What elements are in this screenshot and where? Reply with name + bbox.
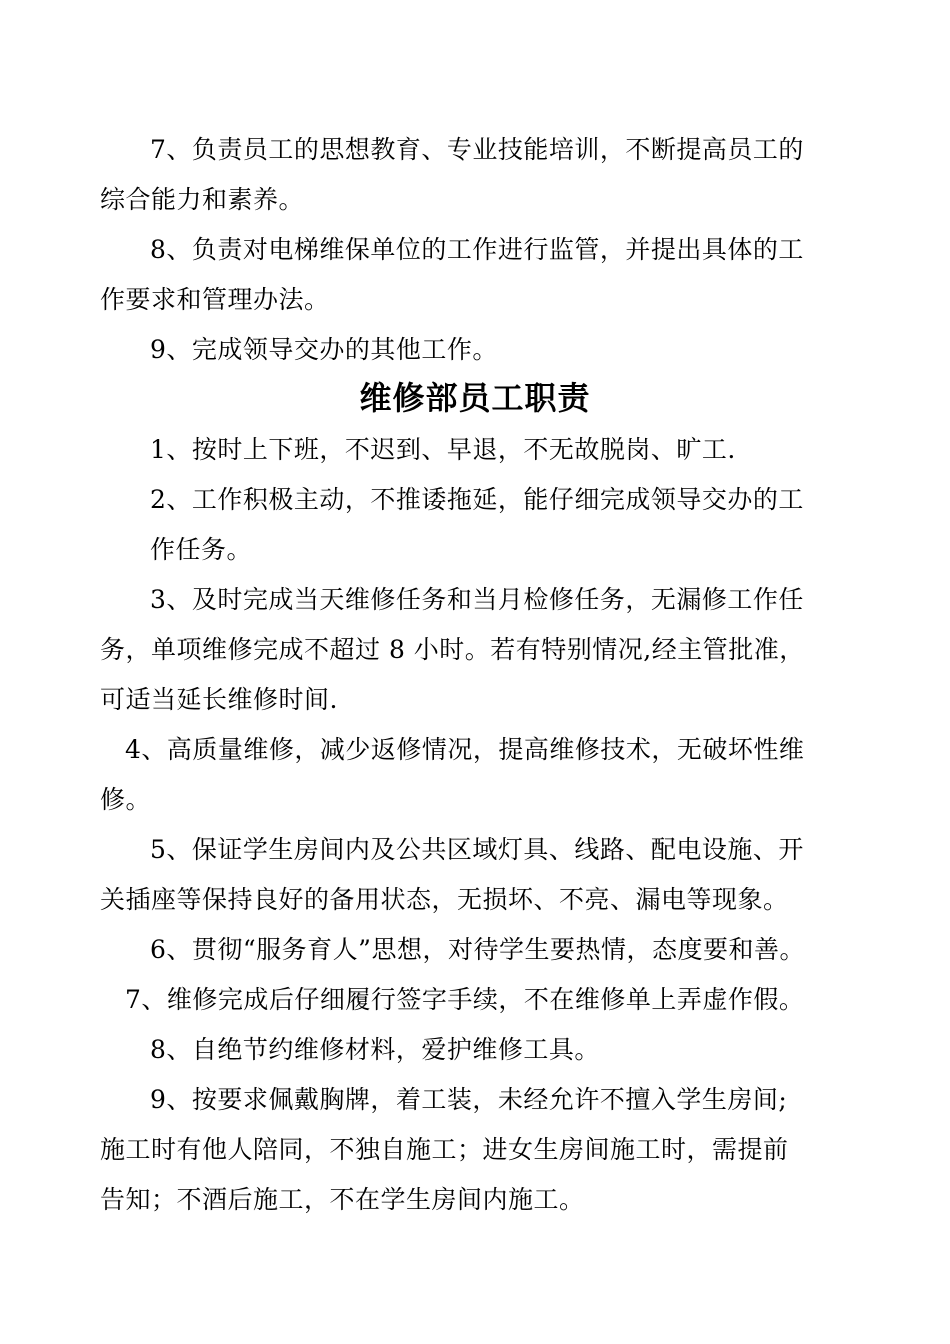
duty-item-6-line-1: 6、贯彻“服务育人”思想，对待学生要热情，态度要和善。	[150, 935, 805, 964]
prev-item-8-line-1: 8、负责对电梯维保单位的工作进行监管，并提出具体的工	[150, 235, 804, 264]
duty-item-2-line-1: 2、工作积极主动，不推诿拖延，能仔细完成领导交办的工	[150, 485, 804, 514]
section-title: 维修部员工职责	[359, 379, 591, 417]
duty-item-9-line-1: 9、按要求佩戴胸牌，着工装，未经允许不擅入学生房间;	[150, 1085, 788, 1114]
duty-item-8-line-1: 8、自绝节约维修材料，爱护维修工具。	[150, 1035, 600, 1064]
duty-item-9-line-3: 告知；不酒后施工，不在学生房间内施工。	[100, 1185, 585, 1214]
duty-item-3-line-3: 可适当延长维修时间.	[100, 685, 338, 714]
duty-item-3-line-2: 务，单项维修完成不超过 8 小时。若有特别情况,经主管批准，	[100, 635, 805, 664]
duty-item-4-line-2: 修。	[100, 785, 152, 814]
duty-item-5-line-1: 5、保证学生房间内及公共区域灯具、线路、配电设施、开	[150, 835, 804, 864]
duty-item-4-line-1: 4、高质量维修，减少返修情况，提高维修技术，无破坏性维	[125, 735, 805, 764]
prev-item-7-line-1: 7、负责员工的思想教育、专业技能培训，不断提高员工的	[150, 135, 804, 164]
duty-item-3-line-1: 3、及时完成当天维修任务和当月检修任务，无漏修工作任	[150, 585, 804, 614]
duty-item-5-line-2: 关插座等保持良好的备用状态，无损坏、不亮、漏电等现象。	[100, 885, 789, 914]
prev-item-7-line-2: 综合能力和素养。	[100, 185, 305, 214]
prev-item-8-line-2: 作要求和管理办法。	[100, 285, 330, 314]
duty-item-7-line-1: 7、维修完成后仔细履行签字手续，不在维修单上弄虚作假。	[125, 985, 805, 1014]
prev-item-9-line-1: 9、完成领导交办的其他工作。	[150, 335, 498, 364]
duty-item-1-line-1: 1、按时上下班，不迟到、早退，不无故脱岗、旷工.	[150, 435, 736, 464]
duty-item-2-line-2: 作任务。	[150, 535, 253, 564]
duty-item-9-line-2: 施工时有他人陪同，不独自施工；进女生房间施工时，需提前	[100, 1135, 789, 1164]
